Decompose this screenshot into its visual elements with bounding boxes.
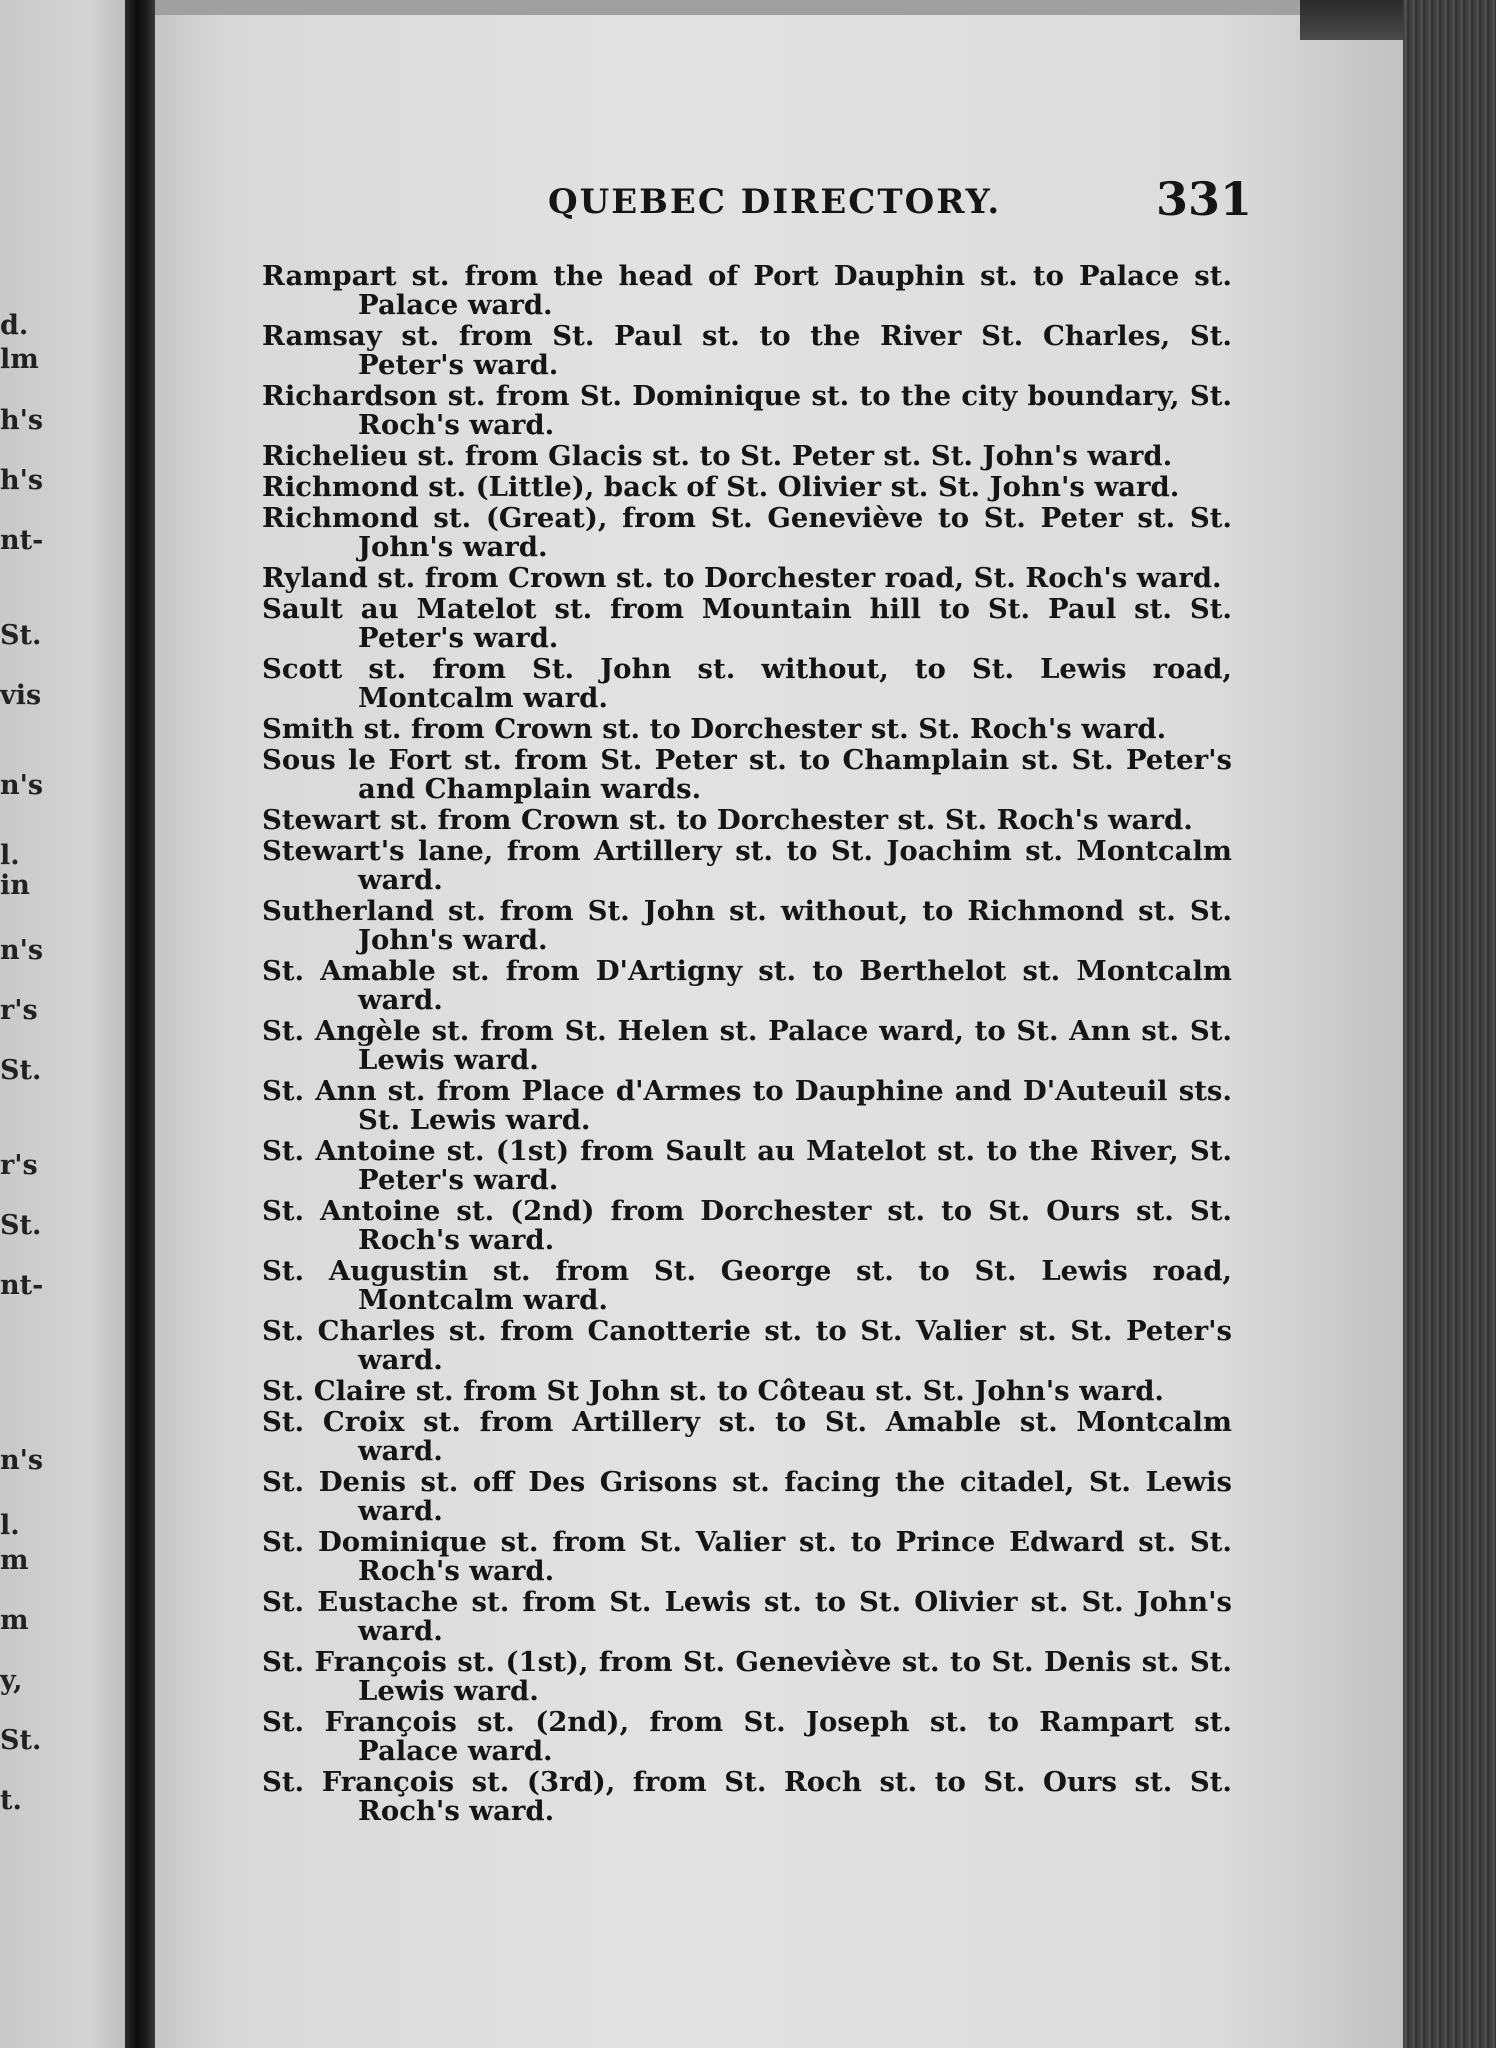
directory-entry: St. François st. (2nd), from St. Joseph st. to Rampart st. Palace ward. bbox=[262, 1706, 1232, 1767]
left-page-fragment: h's bbox=[0, 465, 44, 496]
directory-entry: Smith st. from Crown st. to Dorchester st. St. Roch's ward. bbox=[262, 713, 1167, 745]
left-page-fragment: l. bbox=[0, 1510, 20, 1541]
left-page-fragment: St. bbox=[0, 620, 42, 651]
directory-entry: St. Ann st. from Place d'Armes to Dauphine and D'Auteuil sts. St. Lewis ward. bbox=[262, 1075, 1232, 1136]
left-page-edge bbox=[0, 0, 128, 2048]
directory-entry: St. François st. (3rd), from St. Roch st. to St. Ours st. St. Roch's ward. bbox=[262, 1766, 1232, 1827]
street-directory-list bbox=[262, 262, 1232, 1828]
left-page-fragment: St. bbox=[0, 1210, 42, 1241]
left-page-fragment: St. bbox=[0, 1055, 42, 1086]
directory-entry: Scott st. from St. John st. without, to St. Lewis road, Montcalm ward. bbox=[262, 653, 1232, 714]
directory-entry: Ryland st. from Crown st. to Dorchester road, St. Roch's ward. bbox=[262, 562, 1222, 594]
running-head: QUEBEC DIRECTORY. bbox=[548, 182, 1002, 222]
directory-entry: St. Claire st. from St John st. to Côteau st. St. John's ward. bbox=[262, 1375, 1164, 1407]
directory-entry: St. François st. (1st), from St. Geneviève st. to St. Denis st. St. Lewis ward. bbox=[262, 1646, 1232, 1707]
left-page-fragment: h's bbox=[0, 405, 44, 436]
directory-entry: Richardson st. from St. Dominique st. to the city boundary, St. Roch's ward. bbox=[262, 380, 1232, 441]
directory-entry: St. Croix st. from Artillery st. to St. Amable st. Montcalm ward. bbox=[262, 1406, 1232, 1467]
left-page-fragment: y, bbox=[0, 1665, 23, 1696]
directory-entry: Sault au Matelot st. from Mountain hill to St. Paul st. St. Peter's ward. bbox=[262, 593, 1232, 654]
left-page-fragment: t. bbox=[0, 1785, 22, 1816]
directory-entry: St. Antoine st. (1st) from Sault au Matelot st. to the River, St. Peter's ward. bbox=[262, 1135, 1232, 1196]
directory-entry: St. Charles st. from Canotterie st. to St. Valier st. St. Peter's ward. bbox=[262, 1315, 1232, 1376]
left-page-fragment: r's bbox=[0, 1150, 38, 1181]
left-page-fragment: lm bbox=[0, 344, 39, 375]
directory-entry: Richelieu st. from Glacis st. to St. Peter st. St. John's ward. bbox=[262, 440, 1173, 472]
page-number: 331 bbox=[1156, 172, 1253, 226]
directory-entry: Sutherland st. from St. John st. without, to Richmond st. St. John's ward. bbox=[262, 895, 1232, 956]
directory-entry: Richmond st. (Little), back of St. Olivier st. St. John's ward. bbox=[262, 471, 1180, 503]
left-page-fragment: St. bbox=[0, 1725, 42, 1756]
left-page-fragment: m bbox=[0, 1545, 29, 1576]
left-page-fragment: l. bbox=[0, 840, 20, 871]
left-page-fragment: m bbox=[0, 1605, 29, 1636]
left-page-fragment: in bbox=[0, 870, 30, 901]
book-page-edges bbox=[1403, 0, 1496, 2048]
directory-entry: St. Eustache st. from St. Lewis st. to St. Olivier st. St. John's ward. bbox=[262, 1586, 1232, 1647]
left-page-fragment: n's bbox=[0, 770, 44, 801]
directory-entry: Richmond st. (Great), from St. Geneviève to St. Peter st. St. John's ward. bbox=[262, 502, 1232, 563]
directory-entry: St. Augustin st. from St. George st. to St. Lewis road, Montcalm ward. bbox=[262, 1255, 1232, 1316]
left-page-fragment: n's bbox=[0, 935, 44, 966]
directory-entry: Stewart st. from Crown st. to Dorchester st. St. Roch's ward. bbox=[262, 804, 1193, 836]
directory-entry: St. Denis st. off Des Grisons st. facing the citadel, St. Lewis ward. bbox=[262, 1466, 1232, 1527]
book-gutter bbox=[125, 0, 155, 2048]
left-page-fragment: d. bbox=[0, 310, 29, 341]
directory-entry: Rampart st. from the head of Port Dauphin st. to Palace st. Palace ward. bbox=[262, 260, 1232, 321]
left-page-fragment: nt- bbox=[0, 1270, 44, 1301]
directory-entry: St. Angèle st. from St. Helen st. Palace ward, to St. Ann st. St. Lewis ward. bbox=[262, 1015, 1232, 1076]
left-page-fragment: r's bbox=[0, 995, 38, 1026]
directory-entry: Stewart's lane, from Artillery st. to St. Joachim st. Montcalm ward. bbox=[262, 835, 1232, 896]
directory-entry: St. Dominique st. from St. Valier st. to Prince Edward st. St. Roch's ward. bbox=[262, 1526, 1232, 1587]
directory-entry: Sous le Fort st. from St. Peter st. to Champlain st. St. Peter's and Champlain wards. bbox=[262, 744, 1232, 805]
left-page-fragment: n's bbox=[0, 1445, 44, 1476]
directory-entry: St. Amable st. from D'Artigny st. to Berthelot st. Montcalm ward. bbox=[262, 955, 1232, 1016]
left-page-fragment: nt- bbox=[0, 525, 44, 556]
directory-entry: St. Antoine st. (2nd) from Dorchester st. to St. Ours st. St. Roch's ward. bbox=[262, 1195, 1232, 1256]
directory-entry: Ramsay st. from St. Paul st. to the River St. Charles, St. Peter's ward. bbox=[262, 320, 1232, 381]
left-page-fragment: vis bbox=[0, 680, 42, 711]
